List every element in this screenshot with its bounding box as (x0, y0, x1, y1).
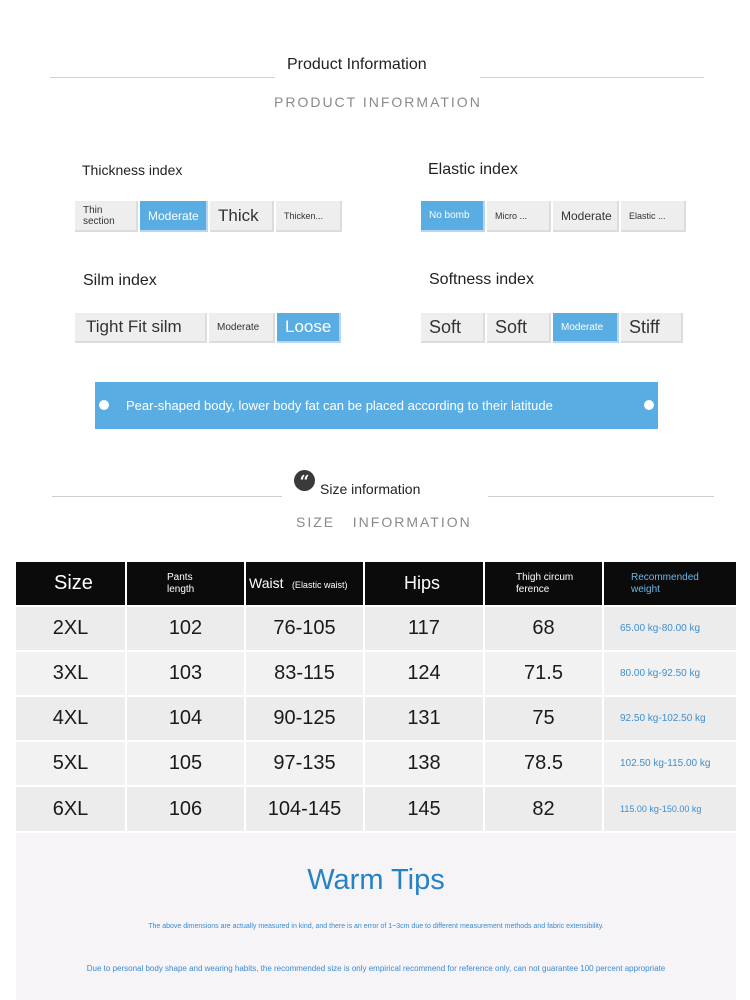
thickness-option-moderate: Moderate (140, 201, 208, 232)
cell-hips: 117 (364, 606, 484, 651)
cell-waist: 83-115 (245, 651, 364, 696)
header-hips: Hips (364, 562, 484, 606)
banner-dot-left (99, 400, 109, 410)
cell-pants-length: 106 (126, 786, 245, 831)
thickness-option-thick: Thick (210, 201, 274, 232)
header-waist (245, 562, 364, 606)
silm-option-loose: Loose (277, 313, 341, 343)
thickness-option-thicken: Thicken... (276, 201, 342, 232)
cell-size: 6XL (16, 786, 126, 831)
softness-option-stiff: Stiff (621, 313, 683, 343)
size-info-subtitle: SIZE INFORMATION (296, 514, 472, 530)
banner-text: Pear-shaped body, lower body fat can be placed according to their latitude (126, 398, 553, 413)
silm-option-tight-fit: Tight Fit silm (75, 313, 207, 343)
cell-waist: 76-105 (245, 606, 364, 651)
warm-tip-measurement: The above dimensions are actually measured in kind, and there is an error of 1~3cm due to different measurement methods and fabric extensibility. (148, 923, 604, 930)
silm-index-label: Silm index (83, 272, 157, 289)
softness-option-moderate: Moderate (553, 313, 619, 343)
size-table-header (16, 562, 736, 606)
silm-options (75, 313, 341, 343)
header-thigh: Thigh circum ference (484, 562, 603, 606)
elastic-option-elastic: Elastic ... (621, 201, 686, 232)
header-pants-length: Pants length (126, 562, 245, 606)
product-info-title: Product Information (287, 56, 427, 73)
warm-tips-box (16, 833, 736, 1000)
cell-waist: 90-125 (245, 696, 364, 741)
cell-hips: 124 (364, 651, 484, 696)
cell-thigh: 68 (484, 606, 603, 651)
cell-hips: 145 (364, 786, 484, 831)
cell-size: 2XL (16, 606, 126, 651)
thickness-option-thin: Thin section (75, 201, 138, 232)
thickness-index-label: Thickness index (82, 162, 183, 178)
cell-thigh: 71.5 (484, 651, 603, 696)
elastic-option-no-bomb: No bomb (421, 201, 485, 232)
cell-size: 4XL (16, 696, 126, 741)
table-row (16, 741, 736, 786)
size-rule-left (52, 496, 282, 497)
cell-hips: 131 (364, 696, 484, 741)
quote-icon: “ (294, 470, 315, 491)
cell-waist: 97-135 (245, 741, 364, 786)
cell-thigh: 82 (484, 786, 603, 831)
cell-weight: 80.00 kg-92.50 kg (603, 651, 736, 696)
softness-options (421, 313, 683, 343)
table-row (16, 696, 736, 741)
silm-option-moderate: Moderate (209, 313, 275, 343)
table-row (16, 786, 736, 831)
banner-dot-right (644, 400, 654, 410)
table-row (16, 651, 736, 696)
header-waist-label: Waist (249, 574, 284, 591)
cell-thigh: 78.5 (484, 741, 603, 786)
cell-weight: 65.00 kg-80.00 kg (603, 606, 736, 651)
cell-hips: 138 (364, 741, 484, 786)
cell-weight: 92.50 kg-102.50 kg (603, 696, 736, 741)
size-rule-right (488, 496, 714, 497)
header-waist-note: (Elastic waist) (291, 579, 348, 590)
elastic-index-label: Elastic index (428, 161, 518, 178)
elastic-option-moderate: Moderate (553, 201, 619, 232)
cell-thigh: 75 (484, 696, 603, 741)
cell-pants-length: 102 (126, 606, 245, 651)
cell-pants-length: 105 (126, 741, 245, 786)
size-table (16, 562, 736, 831)
cell-waist: 104-145 (245, 786, 364, 831)
elastic-options (421, 201, 686, 232)
warm-tips-title: Warm Tips (307, 864, 445, 896)
body-type-banner (95, 382, 658, 429)
elastic-option-micro: Micro ... (487, 201, 551, 232)
softness-option-soft-2: Soft (487, 313, 551, 343)
softness-option-soft-1: Soft (421, 313, 485, 343)
thickness-options (75, 201, 342, 232)
heading-rule-left (50, 77, 275, 78)
header-size: Size (16, 562, 126, 606)
heading-rule-right (480, 77, 704, 78)
cell-pants-length: 104 (126, 696, 245, 741)
header-weight: Recommended weight (603, 562, 736, 606)
cell-weight: 115.00 kg-150.00 kg (603, 786, 736, 831)
cell-size: 5XL (16, 741, 126, 786)
table-row (16, 606, 736, 651)
size-info-title: Size information (320, 481, 421, 497)
product-info-subtitle: PRODUCT INFORMATION (274, 94, 482, 110)
cell-size: 3XL (16, 651, 126, 696)
softness-index-label: Softness index (429, 271, 534, 288)
warm-tip-recommendation: Due to personal body shape and wearing habits, the recommended size is only empirical recommend for reference only, can not guarantee 100 percent appropriate (86, 964, 666, 973)
cell-weight: 102.50 kg-115.00 kg (603, 741, 736, 786)
cell-pants-length: 103 (126, 651, 245, 696)
